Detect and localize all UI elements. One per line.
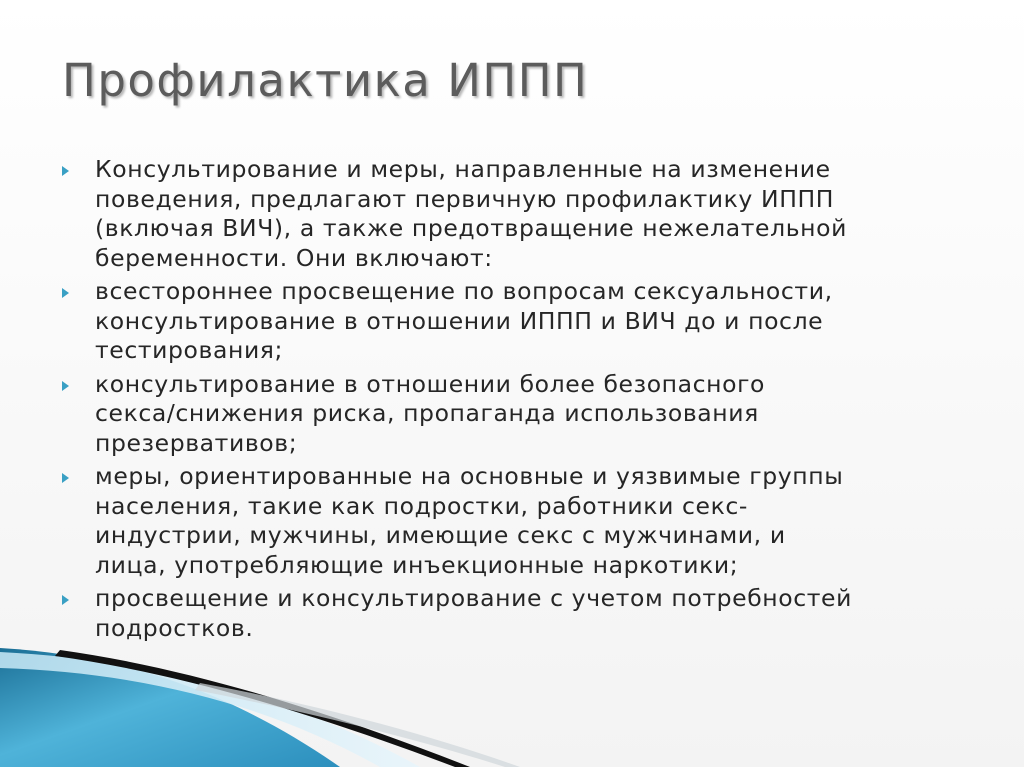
triangle-right-icon	[62, 473, 69, 483]
triangle-right-icon	[62, 595, 69, 605]
bullet-line: меры, ориентированные на основные и уязвимые группы	[95, 462, 844, 490]
bullet-line: (включая ВИЧ), а также предотвращение нежелательной	[95, 214, 847, 242]
black-stripe	[55, 650, 470, 767]
bullet-line: беременности. Они включают:	[95, 243, 493, 272]
triangle-right-icon	[62, 288, 69, 298]
bullet-list	[62, 155, 982, 647]
bullet-item	[62, 370, 982, 459]
bullet-item	[62, 277, 982, 366]
bullet-item	[62, 155, 982, 273]
bullet-line: просвещение и консультирование с учетом потребностей	[95, 584, 852, 612]
slide-title: Профилактика ИППП	[62, 54, 589, 107]
triangle-right-icon	[62, 381, 69, 391]
bullet-item	[62, 584, 982, 643]
pale-stripe	[195, 683, 520, 767]
bullet-line: Консультирование и меры, направленные на изменение	[95, 155, 831, 183]
bullet-line: всестороннее просвещение по вопросам сексуальности,	[95, 277, 833, 305]
bullet-line: секса/снижения риска, пропаганда использования	[95, 399, 759, 427]
bullet-line: поведения, предлагают первичную профилактику ИППП	[95, 184, 835, 213]
light-blue-band	[0, 652, 420, 767]
bullet-item	[62, 462, 982, 580]
bullet-line: тестирования;	[95, 336, 284, 364]
bullet-line: лица, употребляющие инъекционные наркотики;	[95, 550, 739, 579]
triangle-right-icon	[62, 166, 69, 176]
bullet-line: консультирование в отношении более безопасного	[95, 369, 766, 398]
bullet-line: населения, такие как подростки, работники секс-	[95, 491, 749, 520]
bullet-line: консультирование в отношении ИППП и ВИЧ до и после	[95, 306, 824, 335]
bullet-line: презервативов;	[95, 428, 298, 457]
blue-swoosh	[0, 648, 340, 767]
bullet-line: индустрии, мужчины, имеющие секс с мужчинами, и	[95, 521, 786, 549]
bullet-line: подростков.	[95, 613, 254, 642]
